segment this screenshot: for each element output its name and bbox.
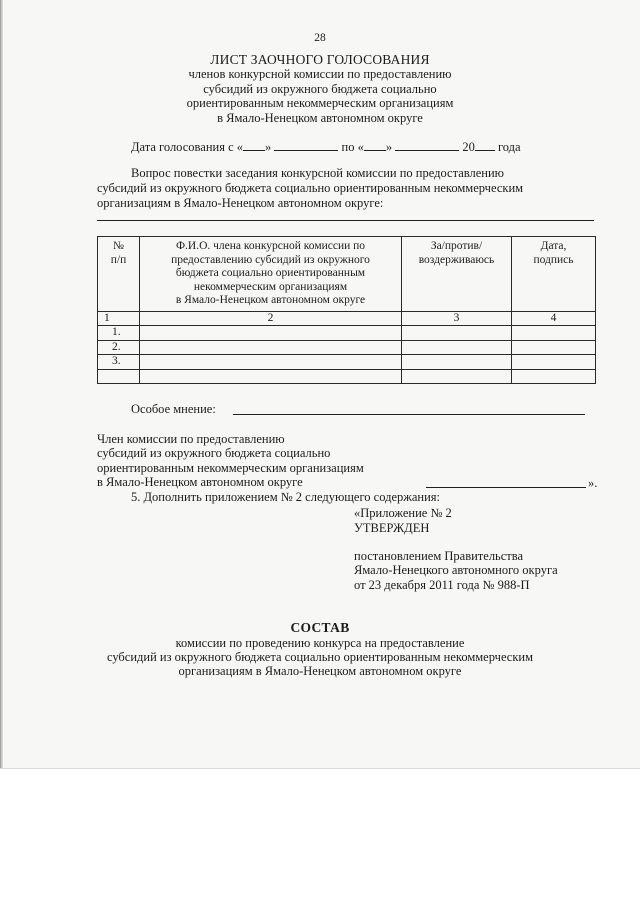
- member-line: Член комиссии по предоставлению: [97, 432, 285, 446]
- composition-line: субсидий из окружного бюджета социально ориентированным некоммерческим: [106, 650, 534, 664]
- question-line: организациям в Ямало-Ненецком автономном округе:: [97, 196, 384, 210]
- table-header-row: [98, 237, 596, 312]
- member-line: в Ямало-Ненецком автономном округе: [97, 475, 303, 489]
- month-from-field[interactable]: [274, 139, 338, 151]
- signature-cell[interactable]: [512, 340, 596, 355]
- special-opinion-label: Особое мнение:: [131, 402, 216, 416]
- member-line: ориентированным некоммерческим организациям: [97, 461, 364, 475]
- table-row: [98, 355, 596, 370]
- header-vote: За/против/ воздерживаюсь: [402, 237, 512, 312]
- special-opinion-field[interactable]: [233, 414, 585, 415]
- row-number: 1.: [98, 326, 140, 341]
- column-number-row: [98, 311, 596, 326]
- column-number: 1: [98, 311, 140, 326]
- voting-date-part: года: [497, 140, 521, 154]
- voting-date-line: [131, 139, 521, 155]
- signature-cell[interactable]: [512, 355, 596, 370]
- voting-date-part: »: [265, 140, 272, 154]
- appendix-line: «Приложение № 2: [354, 506, 452, 520]
- subtitle-line: в Ямало-Ненецком автономном округе: [217, 111, 423, 125]
- composition-line: организациям в Ямало-Ненецком автономном округе: [178, 664, 462, 678]
- appendix-line: от 23 декабря 2011 года № 988-П: [354, 578, 530, 592]
- subtitle-line: членов конкурсной комиссии по предоставлению: [188, 67, 452, 81]
- member-line: субсидий из окружного бюджета социально: [97, 446, 331, 460]
- day-from-field[interactable]: [243, 139, 265, 151]
- column-number: 2: [140, 311, 402, 326]
- member-signature-field[interactable]: [426, 487, 586, 488]
- question-answer-line[interactable]: [97, 220, 594, 221]
- header-num: № п/п: [98, 237, 140, 312]
- voting-table: [97, 236, 596, 384]
- voting-date-part: 20: [462, 140, 475, 154]
- table-row: [98, 369, 596, 383]
- table-row: [98, 326, 596, 341]
- page-number: 28: [314, 32, 326, 44]
- column-number: 3: [402, 311, 512, 326]
- member-end: ».: [588, 476, 598, 490]
- item-5: 5. Дополнить приложением № 2 следующего содержания:: [131, 490, 441, 504]
- header-name: Ф.И.О. члена конкурсной комиссии по предоставлению субсидий из окружного бюджета социально ориентированным некоммерческим организациям в Ямало-Ненецком автономном округе: [140, 237, 402, 312]
- subtitle-line: ориентированным некоммерческим организациям: [186, 96, 454, 110]
- voting-date-label: Дата голосования с «: [131, 140, 243, 154]
- appendix-line: Ямало-Ненецкого автономного округа: [354, 563, 558, 577]
- appendix-line: постановлением Правительства: [354, 549, 524, 563]
- appendix-line: УТВЕРЖДЕН: [354, 521, 430, 535]
- day-to-field[interactable]: [364, 139, 386, 151]
- voting-date-part: »: [385, 140, 393, 154]
- vote-cell[interactable]: [402, 326, 512, 341]
- row-number: [98, 369, 140, 383]
- year-field[interactable]: [475, 139, 495, 151]
- vote-cell[interactable]: [402, 369, 512, 383]
- composition-line: комиссии по проведению конкурса на предоставление: [175, 636, 465, 650]
- row-number: 3.: [98, 355, 140, 370]
- name-cell[interactable]: [140, 355, 402, 370]
- vote-cell[interactable]: [402, 355, 512, 370]
- composition-title: СОСТАВ: [290, 620, 350, 635]
- document-title: ЛИСТ ЗАОЧНОГО ГОЛОСОВАНИЯ: [210, 52, 430, 67]
- name-cell[interactable]: [140, 369, 402, 383]
- voting-date-part: по «: [341, 140, 364, 154]
- month-to-field[interactable]: [395, 139, 459, 151]
- subtitle-line: субсидий из окружного бюджета социально: [203, 82, 437, 96]
- header-date: Дата, подпись: [512, 237, 596, 312]
- table-row: [98, 340, 596, 355]
- question-line: субсидий из окружного бюджета социально ориентированным некоммерческим: [97, 181, 524, 195]
- name-cell[interactable]: [140, 340, 402, 355]
- column-number: 4: [512, 311, 596, 326]
- signature-cell[interactable]: [512, 326, 596, 341]
- question-line: Вопрос повестки заседания конкурсной комиссии по предоставлению: [131, 166, 505, 180]
- vote-cell[interactable]: [402, 340, 512, 355]
- row-number: 2.: [98, 340, 140, 355]
- signature-cell[interactable]: [512, 369, 596, 383]
- name-cell[interactable]: [140, 326, 402, 341]
